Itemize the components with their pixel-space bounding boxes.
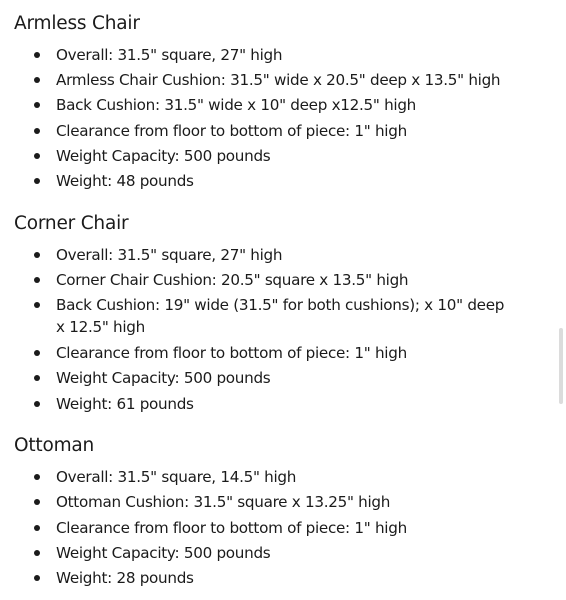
bullet-icon	[34, 575, 40, 581]
spec-item: Back Cushion: 31.5" wide x 10" deep x12.5" high	[56, 94, 506, 116]
spec-item: Weight: 28 pounds	[56, 567, 506, 589]
section-title-armless-chair: Armless Chair	[14, 13, 140, 34]
bullet-icon	[34, 302, 40, 308]
bullet-icon	[34, 474, 40, 480]
bullet-icon	[34, 350, 40, 356]
bullet-icon	[34, 499, 40, 505]
spec-item: Weight: 48 pounds	[56, 170, 506, 192]
scrollbar-thumb[interactable]	[559, 328, 563, 404]
spec-item: Ottoman Cushion: 31.5" square x 13.25" high	[56, 491, 506, 513]
spec-item: Overall: 31.5" square, 27" high	[56, 244, 506, 266]
bullet-icon	[34, 525, 40, 531]
bullet-icon	[34, 52, 40, 58]
bullet-icon	[34, 550, 40, 556]
bullet-icon	[34, 128, 40, 134]
bullet-icon	[34, 153, 40, 159]
spec-item: Clearance from floor to bottom of piece: 1" high	[56, 120, 506, 142]
bullet-icon	[34, 178, 40, 184]
spec-item: Back Cushion: 19" wide (31.5" for both cushions); x 10" deep x 12.5" high	[56, 294, 506, 338]
spec-item: Clearance from floor to bottom of piece: 1" high	[56, 342, 506, 364]
spec-item: Overall: 31.5" square, 14.5" high	[56, 466, 506, 488]
spec-item: Weight: 61 pounds	[56, 393, 506, 415]
bullet-icon	[34, 277, 40, 283]
bullet-icon	[34, 375, 40, 381]
spec-item: Overall: 31.5" square, 27" high	[56, 44, 506, 66]
spec-item: Corner Chair Cushion: 20.5" square x 13.5" high	[56, 269, 506, 291]
bullet-icon	[34, 401, 40, 407]
section-title-corner-chair: Corner Chair	[14, 213, 129, 234]
section-title-ottoman: Ottoman	[14, 435, 95, 456]
bullet-icon	[34, 102, 40, 108]
spec-item: Weight Capacity: 500 pounds	[56, 542, 506, 564]
spec-item: Weight Capacity: 500 pounds	[56, 145, 506, 167]
bullet-icon	[34, 77, 40, 83]
spec-item: Clearance from floor to bottom of piece: 1" high	[56, 517, 506, 539]
spec-item: Armless Chair Cushion: 31.5" wide x 20.5" deep x 13.5" high	[56, 69, 506, 91]
bullet-icon	[34, 252, 40, 258]
spec-item: Weight Capacity: 500 pounds	[56, 367, 506, 389]
